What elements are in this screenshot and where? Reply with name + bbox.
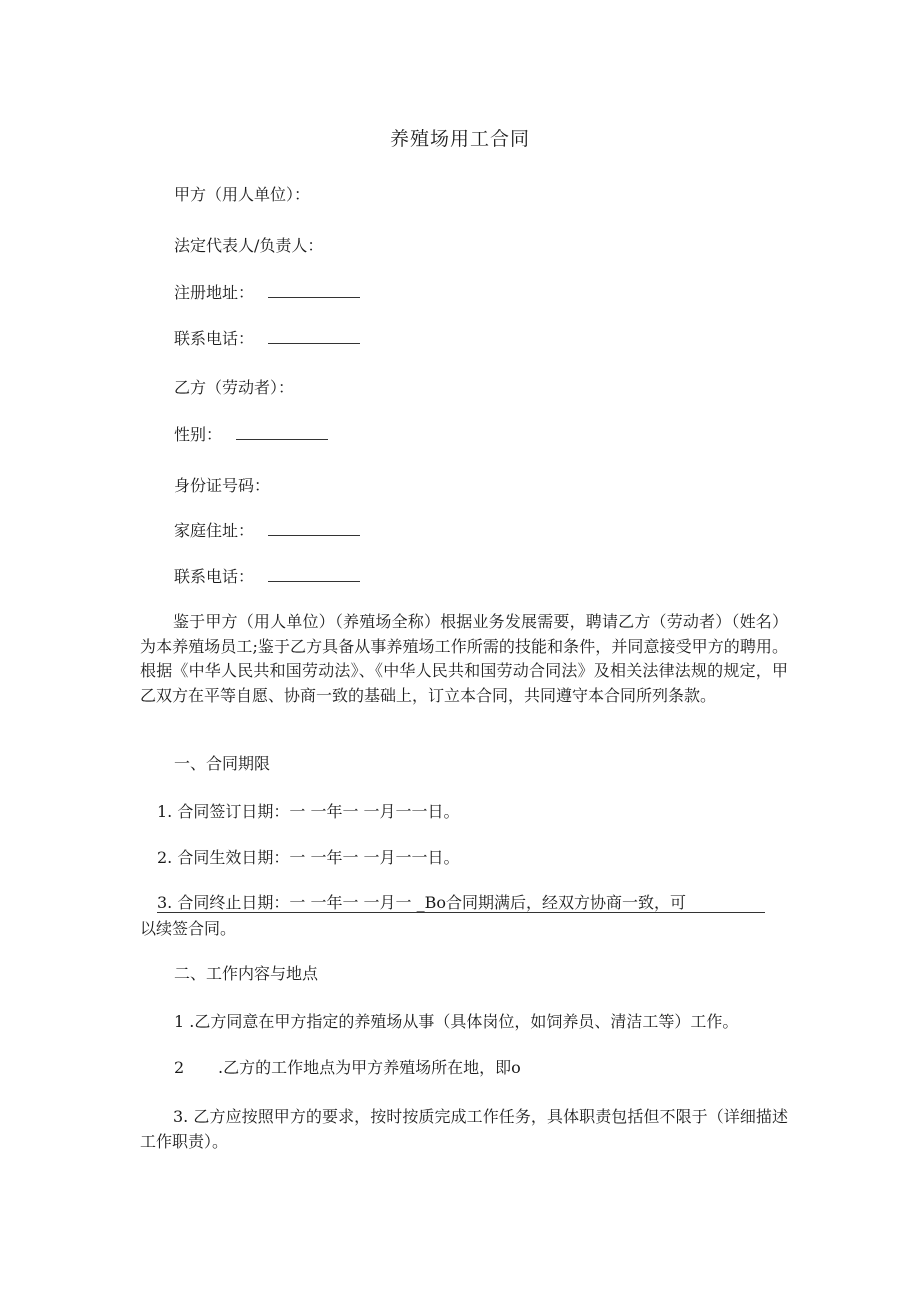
section-1-item-1: 1. 合同签订日期：一 一年一 一月一一日。 [157, 802, 460, 821]
section-1-heading: 一、合同期限 [174, 754, 271, 773]
party-a-address-blank [268, 283, 360, 298]
party-a-legal-rep: 法定代表人/负责人： [174, 236, 324, 255]
section-2-item-1: 1 .乙方同意在甲方指定的养殖场从事（具体岗位，如饲养员、清洁工等）工作。 [174, 1012, 739, 1031]
party-a-phone-row [174, 329, 360, 349]
preamble-paragraph: 鉴于甲方（用人单位）（养殖场全称）根据业务发展需要，聘请乙方（劳动者）（姓名）为本养殖场员工;鉴于乙方具备从事养殖场工作所需的技能和条件，并同意接受甲方的聘用。根据《中华人民共和国劳动法》、《中华人民共和国劳动合同法》及相关法律法规的规定，甲乙双方在平等自愿、协商一致的基础上，订立本合同，共同遵守本合同所列条款。 [140, 612, 788, 705]
party-b-home-address-row [174, 521, 360, 541]
section-1-item-2: 2. 合同生效日期：一 一年一 一月一一日。 [157, 848, 460, 867]
party-a-address-row [174, 283, 360, 303]
party-b-gender-blank [236, 425, 328, 440]
party-b-gender-label: 性别： [174, 425, 223, 444]
party-b-phone-row [174, 567, 360, 587]
party-b-phone-blank [268, 567, 360, 582]
section-2-heading: 二、工作内容与地点 [174, 964, 319, 983]
section-1-item-3-underline [157, 912, 765, 913]
section-2-item-2-text: .乙方的工作地点为甲方养殖场所在地，即o [218, 1058, 521, 1077]
party-b-id-number: 身份证号码： [174, 476, 271, 495]
party-b-label: 乙方（劳动者）： [174, 378, 295, 397]
party-a-phone-label: 联系电话： [174, 329, 255, 348]
section-2-item-2-number: 2 [174, 1058, 185, 1077]
party-b-home-address-blank [268, 521, 360, 536]
section-1-item-3-line-1: 3. 合同终止日期：一 一年一 一月一 _Bo合同期满后，经双方协商一致，可 [157, 893, 687, 912]
party-a-label: 甲方（用人单位）： [174, 185, 311, 204]
page-title: 养殖场用工合同 [389, 128, 530, 150]
party-b-phone-label: 联系电话： [174, 567, 255, 586]
section-1-item-3-line-2: 以续签合同。 [140, 919, 237, 938]
party-b-gender-row [174, 425, 328, 445]
party-b-home-address-label: 家庭住址： [174, 521, 255, 540]
party-a-phone-blank [268, 329, 360, 344]
party-a-address-label: 注册地址： [174, 283, 255, 302]
section-2-item-3: 3. 乙方应按照甲方的要求，按时按质完成工作任务，具体职责包括但不限于（详细描述工作职责）。 [140, 1107, 788, 1151]
